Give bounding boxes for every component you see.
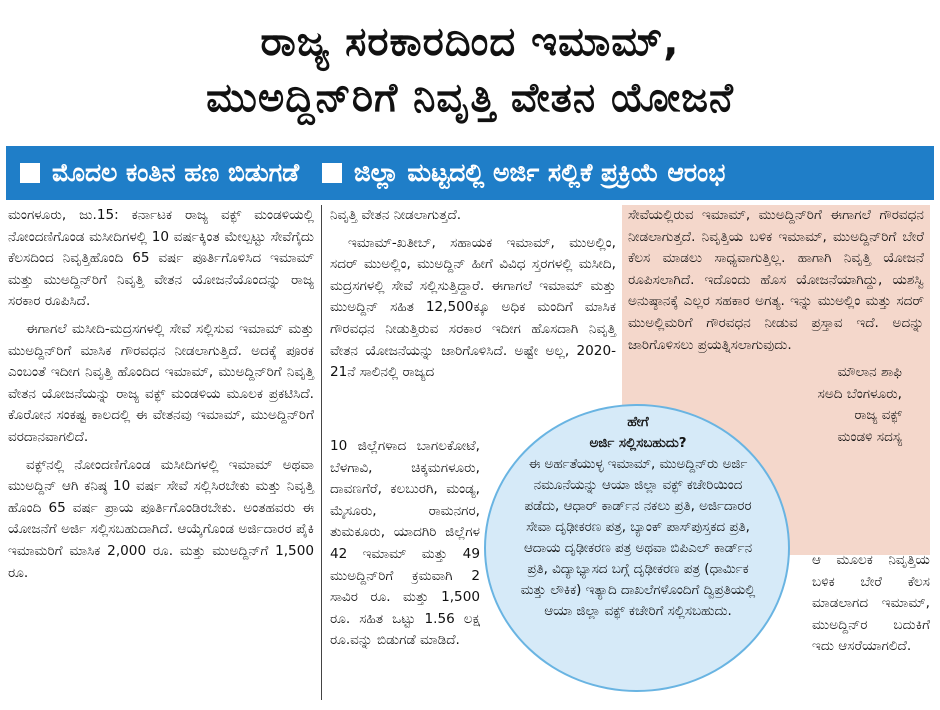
article-paragraph: ವಕ್ಫ್‌ನಲ್ಲಿ ನೋಂದಣಿಗೊಂಡ ಮಸೀದಿಗಳಲ್ಲಿ ಇಮಾಮ್ ಅಥವಾ ಮುಅದ್ದಿನ್ ಆಗಿ ಕನಿಷ್ಠ 10 ವರ್ಷ ಸೇವೆ ಸಲ್ಲಿಸಿರಬೇಕು ಮತ್ತು ನಿವೃತ್ತಿ ಹೊಂದಿ 65 ವರ್ಷ ಪ್ರಾಯ ಪೂರ್ತಿಗೊಂಡಿರಬೇಕು. ಅಂತಹವರು ಈ ಯೋಜನೆಗೆ ಅರ್ಜಿ ಸಲ್ಲಿಸಬಹುದಾಗಿದೆ. ಆಯ್ಕೆಗೊಂಡ ಅರ್ಜಿದಾರರ ಪೈಕಿ ಇಮಾಮರಿಗೆ ಮಾಸಿಕ 2,000 ರೂ. ಮತ್ತು ಮುಅದ್ದಿನ್‌ಗೆ 1,500 ರೂ. [8,456,314,581]
article-paragraph: ಇಮಾಮ್-ಖತೀಬ್, ಸಹಾಯಕ ಇಮಾಮ್, ಮುಅಲ್ಲಿಂ, ಸದರ್ ಮುಅಲ್ಲಿಂ, ಮುಅದ್ದಿನ್ ಹೀಗೆ ವಿವಿಧ ಸ್ತರಗಳಲ್ಲಿ ಮಸೀದಿ, ಮದ್ರಸಗಳಲ್ಲಿ ಸೇವೆ ಸಲ್ಲಿಸುತ್ತಿದ್ದಾರೆ. ಈಗಾಗಲೆ ಇಮಾಮ್ ಮತ್ತು ಮುಅದ್ದಿನ್ ಸಹಿತ 12,500ಕ್ಕೂ ಅಧಿಕ ಮಂದಿಗೆ ಮಾಸಿಕ ಗೌರವಧನ ನೀಡುತ್ತಿರುವ ಸರಕಾರ ಇದೀಗ ಹೊಸದಾಗಿ ನಿವೃತ್ತಿ ವೇತನ ಯೋಜನೆಯನ್ನು ಜಾರಿಗೊಳಿಸಿದೆ. ಅಷ್ಟೇ ಅಲ್ಲ, 2020-21ನೆ ಸಾಲಿನಲ್ಲಿ ರಾಜ್ಯದ [330,234,616,381]
article-paragraph: ಈಗಾಗಲೆ ಮಸೀದಿ-ಮದ್ರಸಗಳಲ್ಲಿ ಸೇವೆ ಸಲ್ಲಿಸುವ ಇಮಾಮ್ ಮತ್ತು ಮುಅದ್ದಿನ್‌ರಿಗೆ ಮಾಸಿಕ ಗೌರವಧನ ನೀಡಲಾಗುತ್ತಿದೆ. ಅದಕ್ಕೆ ಪೂರಕ ಎಂಬಂತೆ ಇದೀಗ ನಿವೃತ್ತಿ ಹೊಂದಿದ ಇಮಾಮ್, ಮುಅದ್ದಿನ್‌ರಿಗೆ ನಿವೃತ್ತಿ ವೇತನ ಯೋಜನೆಯನ್ನು ರಾಜ್ಯ ವಕ್ಫ್ ಮಂಡಳಿಯ ಮೂಲಕ ಪ್ರಕಟಿಸಿದೆ. ಕೊರೋನ ಸಂಕಷ್ಟ ಕಾಲದಲ್ಲಿ ಈ ವೇತನವು ಇಮಾಮ್, ಮುಅದ್ದಿನ್‌ರಿಗೆ ವರದಾನವಾಗಲಿದೆ. [8,320,314,445]
quote-text: ಸೇವೆಯಲ್ಲಿರುವ ಇಮಾಮ್, ಮುಅದ್ದಿನ್‌ರಿಗೆ ಈಗಾಗಲೆ ಗೌರವಧನ ನೀಡಲಾಗುತ್ತದೆ. ನಿವೃತ್ತಿಯ ಬಳಿಕ ಇಮಾಮ್, ಮುಅದ್ದಿನ್‌ರಿಗೆ ಬೇರೆ ಕೆಲಸ ಮಾಡಲು ಸಾಧ್ಯವಾಗುತ್ತಿಲ್ಲ. ಹಾಗಾಗಿ ನಿವೃತ್ತಿ ಯೋಜನೆ ರೂಪಿಸಲಾಗಿದೆ. ಇದೊಂದು ಹೊಸ ಯೋಜನೆಯಾಗಿದ್ದು, ಯಶಸ್ವಿ ಅನುಷ್ಠಾನಕ್ಕೆ ಎಲ್ಲರ ಸಹಕಾರ ಅಗತ್ಯ. ಇನ್ನು ಮುಅಲ್ಲಿಂ ಮತ್ತು ಸದರ್ ಮುಅಲ್ಲಿಮರಿಗೆ ಗೌರವಧನ ನೀಡುವ ಪ್ರಸ್ತಾವ ಇದೆ. ಅದನ್ನು ಜಾರಿಗೊಳಿಸಲು ಪ್ರಯತ್ನಿಸಲಾಗುವುದು. [628,207,924,353]
how-to-apply-title-2: ಅರ್ಜಿ ಸಲ್ಲಿಸಬಹುದು? [589,436,687,451]
square-bullet-icon [322,163,342,183]
article-paragraph: ಆ ಮೂಲಕ ನಿವೃತ್ತಿಯ ಬಳಿಕ ಬೇರೆ ಕೆಲಸ ಮಾಡಲಾಗದ ಇಮಾಮ್, ಮುಅದ್ದಿನ್‌ರ ಬದುಕಿಗೆ ಇದು ಆಸರೆಯಾಗಲಿದೆ. [812,552,930,655]
article-paragraph: ನಿವೃತ್ತಿ ವೇತನ ನೀಡಲಾಗುತ್ತದೆ. [330,207,462,223]
how-to-apply-box [518,412,758,622]
how-to-apply-title-1: ಹೇಗೆ [627,415,649,430]
headline-line-2: ಮುಅದ್ದಿನ್‌ರಿಗೆ ನಿವೃತ್ತಿ ವೇತನ ಯೋಜನೆ [206,75,734,121]
article-column-2-continued [330,436,480,658]
how-to-apply-body: ಈ ಅರ್ಹತೆಯುಳ್ಳ ಇಮಾಮ್, ಮುಅದ್ದಿನ್‌ರು ಅರ್ಜಿ ನಮೂನೆಯನ್ನು ಆಯಾ ಜಿಲ್ಲಾ ವಕ್ಫ್ ಕಚೇರಿಯಿಂದ ಪಡೆದು, ಆಧಾರ್ ಕಾರ್ಡ್‌ನ ನಕಲು ಪ್ರತಿ, ಅರ್ಜಿದಾರರ ಸೇವಾ ದೃಢೀಕರಣ ಪತ್ರ, ಬ್ಯಾಂಕ್ ಪಾಸ್‌ಪುಸ್ತಕದ ಪ್ರತಿ, ಆದಾಯ ದೃಢೀಕರಣ ಪತ್ರ ಅಥವಾ ಬಿಪಿಎಲ್ ಕಾರ್ಡ್‌ನ ಪ್ರತಿ, ವಿದ್ಯಾಭ್ಯಾಸದ ಬಗ್ಗೆ ದೃಢೀಕರಣ ಪತ್ರ (ಧಾರ್ಮಿಕ ಮತ್ತು ಲೌಕಿಕ) ಇತ್ಯಾದಿ ದಾಖಲೆಗಳೊಂದಿಗೆ ದ್ವಿಪ್ರತಿಯಲ್ಲಿ ಆಯಾ ಜಿಲ್ಲಾ ವಕ್ಫ್ ಕಚೇರಿಗೆ ಸಲ್ಲಿಸಬಹುದು. [520,457,756,619]
article-column-3-continued [812,550,930,664]
article-paragraph: 10 ಜಿಲ್ಲೆಗಳಾದ ಬಾಗಲಕೋಟೆ, ಬೆಳಗಾವಿ, ಚಿಕ್ಕಮಗಳೂರು, ದಾವಣಗೆರೆ, ಕಲಬುರಗಿ, ಮಂಡ್ಯ, ಮೈಸೂರು, ರಾಮನಗರ, ತುಮಕೂರು, ಯಾದಗಿರಿ ಜಿಲ್ಲೆಗಳ 42 ಇಮಾಮ್ ಮತ್ತು 49 ಮುಅದ್ದಿನ್‌ರಿಗೆ ಕ್ರಮವಾಗಿ 2 ಸಾವಿರ ರೂ. ಮತ್ತು 1,500 ರೂ. ಸಹಿತ ಒಟ್ಟು 1.56 ಲಕ್ಷ ರೂ.ವನ್ನು ಬಿಡುಗಡೆ ಮಾಡಿದೆ. [330,438,480,649]
quote-author-place: ಸಅದಿ ಬೆಂಗಳೂರು, [817,385,902,402]
article-column-2 [330,205,616,390]
headline-line-1: ರಾಜ್ಯ ಸರಕಾರದಿಂದ ಇಮಾಮ್, [260,19,680,65]
article-paragraph: ಮಂಗಳೂರು, ಜು.15: ಕರ್ನಾಟಕ ರಾಜ್ಯ ವಕ್ಫ್ ಮಂಡಳಿಯಲ್ಲಿ ನೋಂದಣಿಗೊಂಡ ಮಸೀದಿಗಳಲ್ಲಿ 10 ವರ್ಷಕ್ಕಿಂತ ಮೇಲ್ಪಟ್ಟು ಸೇವೆಗೈದು ಕೆಲಸದಿಂದ ನಿವೃತ್ತಿಹೊಂದಿ 65 ವರ್ಷ ಪೂರ್ತಿಗೊಳಿಸಿದ ಇಮಾಮ್ ಮತ್ತು ಮುಅದ್ದಿನ್‌ರಿಗೆ ನಿವೃತ್ತಿ ವೇತನ ಯೋಜನೆಯೊಂದನ್ನು ರಾಜ್ಯ ಸರಕಾರ ರೂಪಿಸಿದೆ. [8,207,314,310]
subheadline-bar [6,146,934,200]
subheadline-part-2: ಜಿಲ್ಲಾ ಮಟ್ಟದಲ್ಲಿ ಅರ್ಜಿ ಸಲ್ಲಿಕೆ ಪ್ರಕ್ರಿಯೆ ಆರಂಭ [353,158,726,187]
column-divider [321,205,322,700]
quote-author-name: ಮೌಲಾನ ಶಾಫಿ [837,364,902,381]
square-bullet-icon [20,163,40,183]
article-column-1 [8,205,314,590]
subheadline-part-1: ಮೊದಲ ಕಂತಿನ ಹಣ ಬಿಡುಗಡೆ [52,158,300,187]
quote-author-role-2: ಮಂಡಳಿ ಸದಸ್ಯ [837,428,902,445]
quote-author-role: ರಾಜ್ಯ ವಕ್ಫ್ [854,407,902,424]
headline [0,0,940,142]
